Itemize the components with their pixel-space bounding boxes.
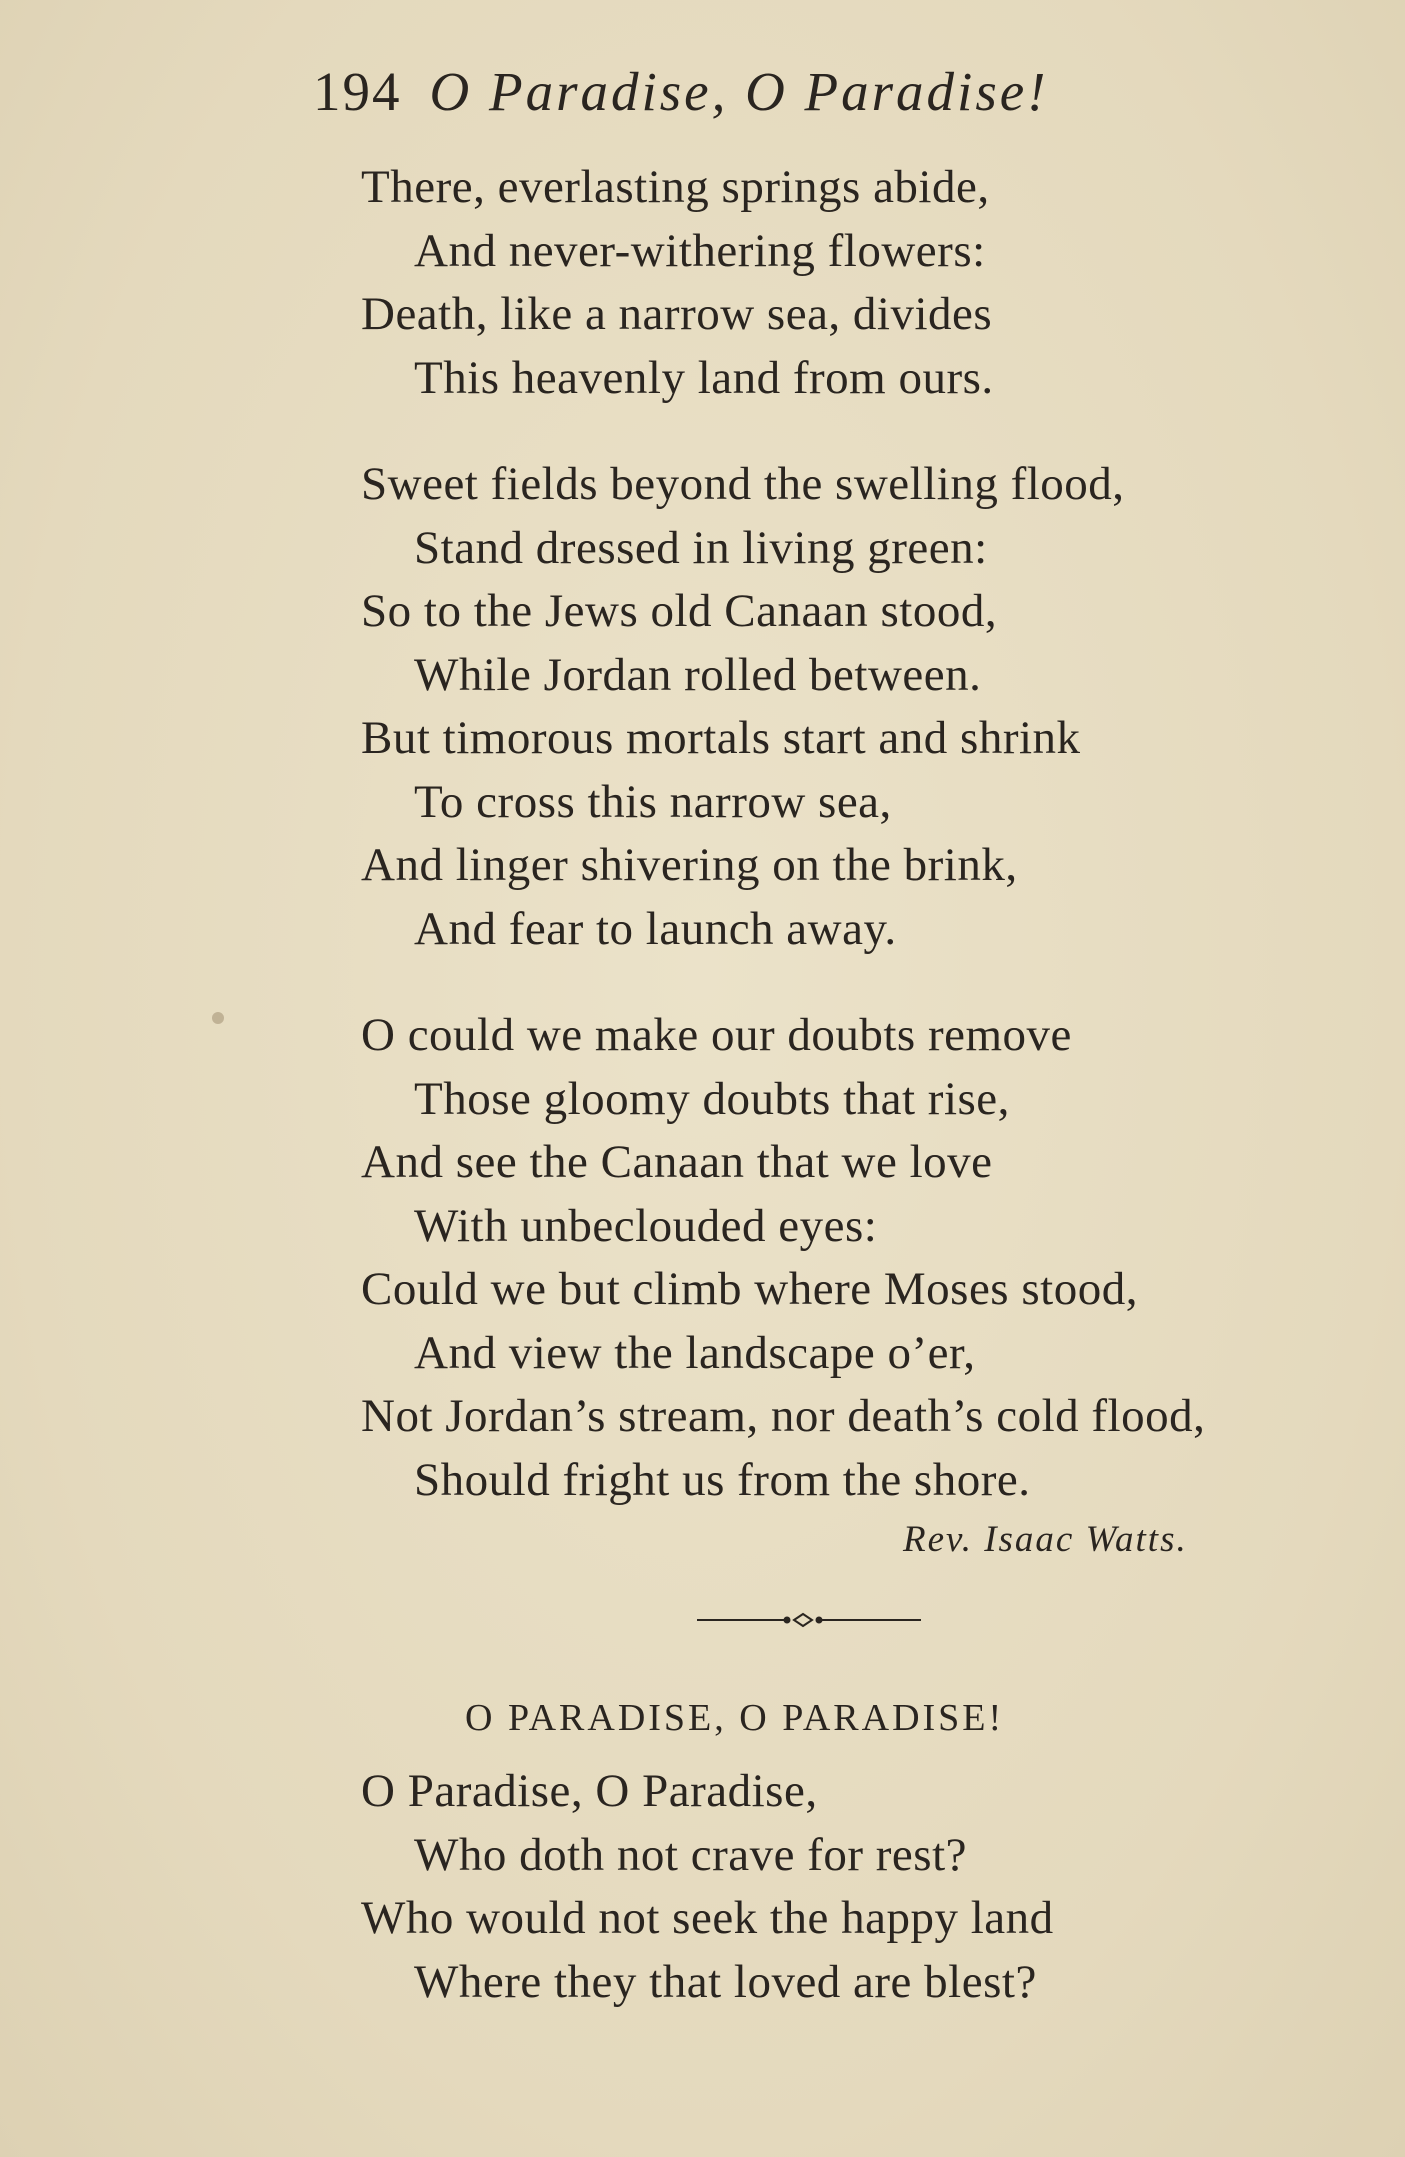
stanza-2 [361, 453, 1321, 961]
poem-line: O could we make our doubts remove [361, 1009, 1072, 1061]
poem-line: O Paradise, O Paradise, [361, 1765, 818, 1817]
stanza-1 [361, 1760, 1321, 2014]
poem-paradise [361, 1760, 1321, 2057]
poem-line: This heavenly land from ours. [414, 351, 994, 404]
poem-line: While Jordan rolled between. [414, 648, 982, 701]
poem-line: Should fright us from the shore. [414, 1453, 1031, 1506]
running-title: O Paradise, O Paradise! [429, 61, 1049, 122]
poem-line: Sweet fields beyond the swelling flood, [361, 458, 1125, 510]
poem-line: But timorous mortals start and shrink [361, 712, 1081, 764]
running-head [313, 56, 1048, 127]
stanza-1 [361, 156, 1321, 410]
poem-line: Where they that loved are blest? [414, 1955, 1037, 2008]
poem-line: And never-withering flowers: [414, 224, 986, 277]
stanza-3 [361, 1004, 1321, 1512]
poem-line: And linger shivering on the brink, [361, 839, 1018, 891]
poem-line: And view the landscape o’er, [414, 1326, 976, 1379]
ornamental-divider-icon [697, 1605, 921, 1635]
poem-line: Could we but climb where Moses stood, [361, 1263, 1138, 1315]
poem-watts [361, 156, 1321, 1555]
poem-line: Not Jordan’s stream, nor death’s cold flood, [361, 1390, 1206, 1442]
poem-line: And see the Canaan that we love [361, 1136, 993, 1188]
poem-line: So to the Jews old Canaan stood, [361, 585, 998, 637]
poem-line: To cross this narrow sea, [414, 775, 892, 828]
poem-line: Who would not seek the happy land [361, 1892, 1054, 1944]
poem-line: Death, like a narrow sea, divides [361, 288, 993, 340]
author-attribution: Rev. Isaac Watts. [903, 1519, 1188, 1560]
poem-line: Who doth not crave for rest? [414, 1828, 967, 1881]
ink-speck [212, 1012, 224, 1024]
poem-line: And fear to launch away. [414, 902, 897, 955]
poem-line: Those gloomy doubts that rise, [414, 1072, 1010, 1125]
poem-line: Stand dressed in living green: [414, 521, 988, 574]
page-number: 194 [313, 61, 402, 122]
section-title: O PARADISE, O PARADISE! [465, 1697, 1005, 1739]
poem-line: There, everlasting springs abide, [361, 161, 990, 213]
poem-line: With unbeclouded eyes: [414, 1199, 878, 1252]
